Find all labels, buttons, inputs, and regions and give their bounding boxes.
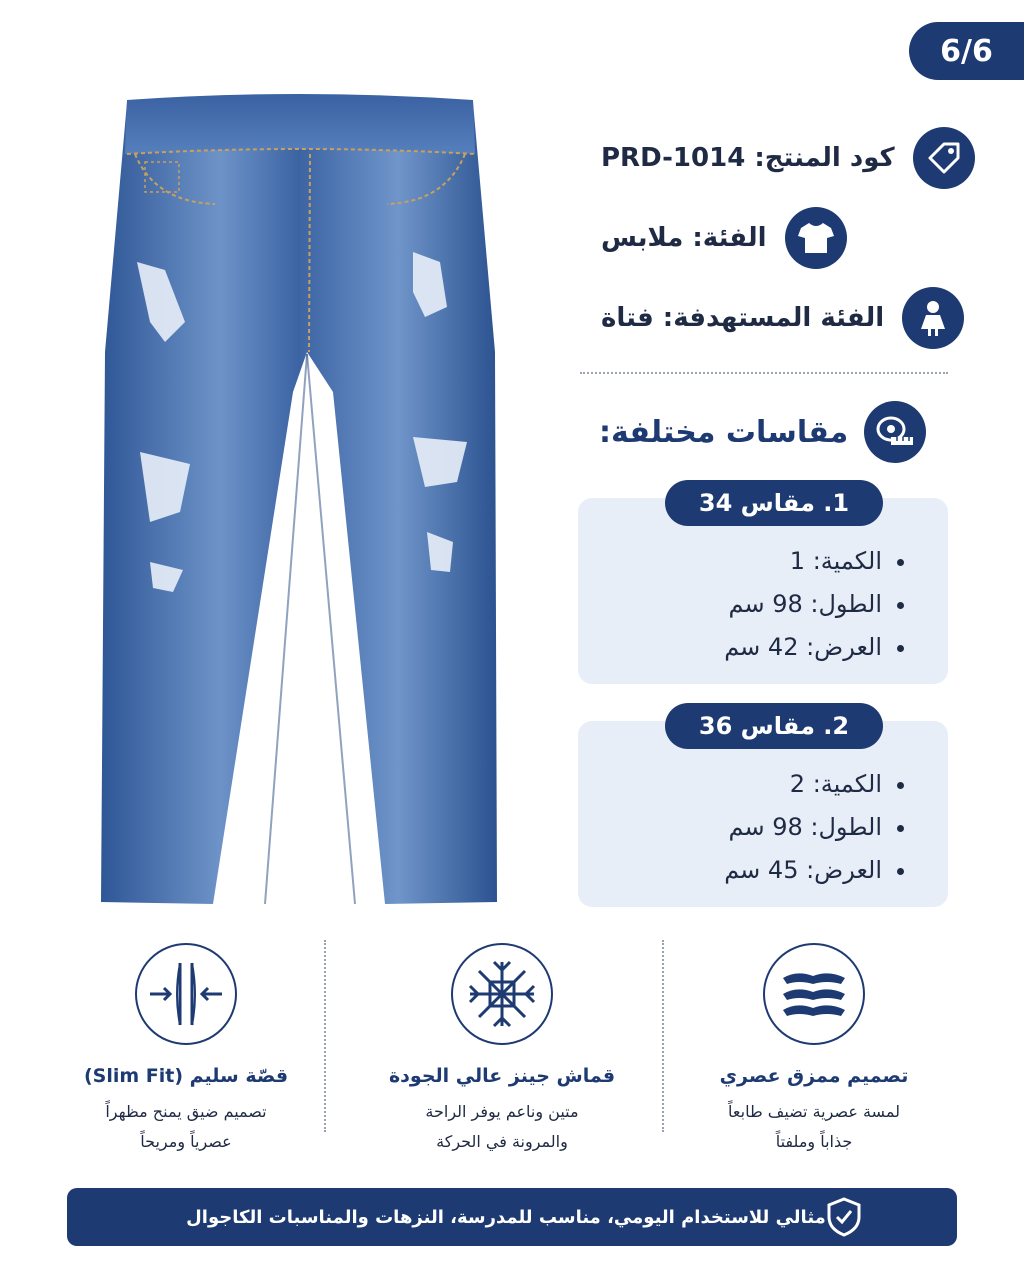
category-row [585, 203, 965, 273]
slim-fit-icon [135, 943, 237, 1045]
size-length: الطول: 98 سم [724, 583, 882, 626]
sizes-header [585, 400, 940, 464]
girl-icon [902, 287, 964, 349]
size-title: 1. مقاس 34 [665, 480, 883, 526]
feature-desc-line: جذاباً وملفتاً [775, 1132, 853, 1151]
target-row [585, 283, 965, 353]
feature-title: تصميم ممزق عصري [719, 1065, 909, 1087]
shield-check-icon [826, 1197, 862, 1237]
product-code-row [585, 123, 965, 193]
size-details [724, 763, 882, 892]
size-details [724, 540, 882, 669]
feature-ripped-design [664, 938, 964, 1158]
feature-desc-line: تصميم ضيق يمنح مظهراً [105, 1102, 267, 1121]
size-width: العرض: 45 سم [724, 849, 882, 892]
footer-text: مثالي للاستخدام اليومي، مناسب للمدرسة، النزهات والمناسبات الكاجوال [186, 1206, 826, 1228]
feature-description [664, 1097, 964, 1157]
feature-fabric [352, 938, 652, 1158]
size-card [578, 712, 948, 907]
feature-desc-line: متين وناعم يوفر الراحة [425, 1102, 579, 1121]
ripped-denim-icon [763, 943, 865, 1045]
product-code: كود المنتج: PRD-1014 [601, 143, 895, 173]
feature-desc-line: لمسة عصرية تضيف طابعاً [728, 1102, 900, 1121]
feature-description [352, 1097, 652, 1157]
size-quantity: الكمية: 1 [724, 540, 882, 583]
feature-title: قصّة سليم (Slim Fit) [83, 1065, 289, 1087]
feature-divider [324, 940, 326, 1132]
jeans-product-image [95, 92, 505, 917]
footer-banner [67, 1188, 957, 1246]
feature-title: قماش جينز عالي الجودة [388, 1065, 616, 1087]
feature-description [36, 1097, 336, 1157]
feature-desc-line: والمرونة في الحركة [436, 1132, 568, 1151]
size-card [578, 489, 948, 684]
sizes-title: مقاسات مختلفة: [599, 414, 849, 450]
category: الفئة: ملابس [601, 223, 767, 253]
size-length: الطول: 98 سم [724, 806, 882, 849]
section-divider [580, 372, 948, 374]
size-title: 2. مقاس 36 [665, 703, 883, 749]
size-width: العرض: 42 سم [724, 626, 882, 669]
feature-slim-fit [36, 938, 336, 1158]
tag-icon [913, 127, 975, 189]
tape-measure-icon [864, 401, 926, 463]
tshirt-icon [785, 207, 847, 269]
target-group: الفئة المستهدفة: فتاة [601, 303, 885, 333]
page-indicator: 6/6 [909, 22, 1024, 80]
fabric-icon [451, 943, 553, 1045]
feature-desc-line: عصرياً ومريحاً [140, 1132, 232, 1151]
size-quantity: الكمية: 2 [724, 763, 882, 806]
